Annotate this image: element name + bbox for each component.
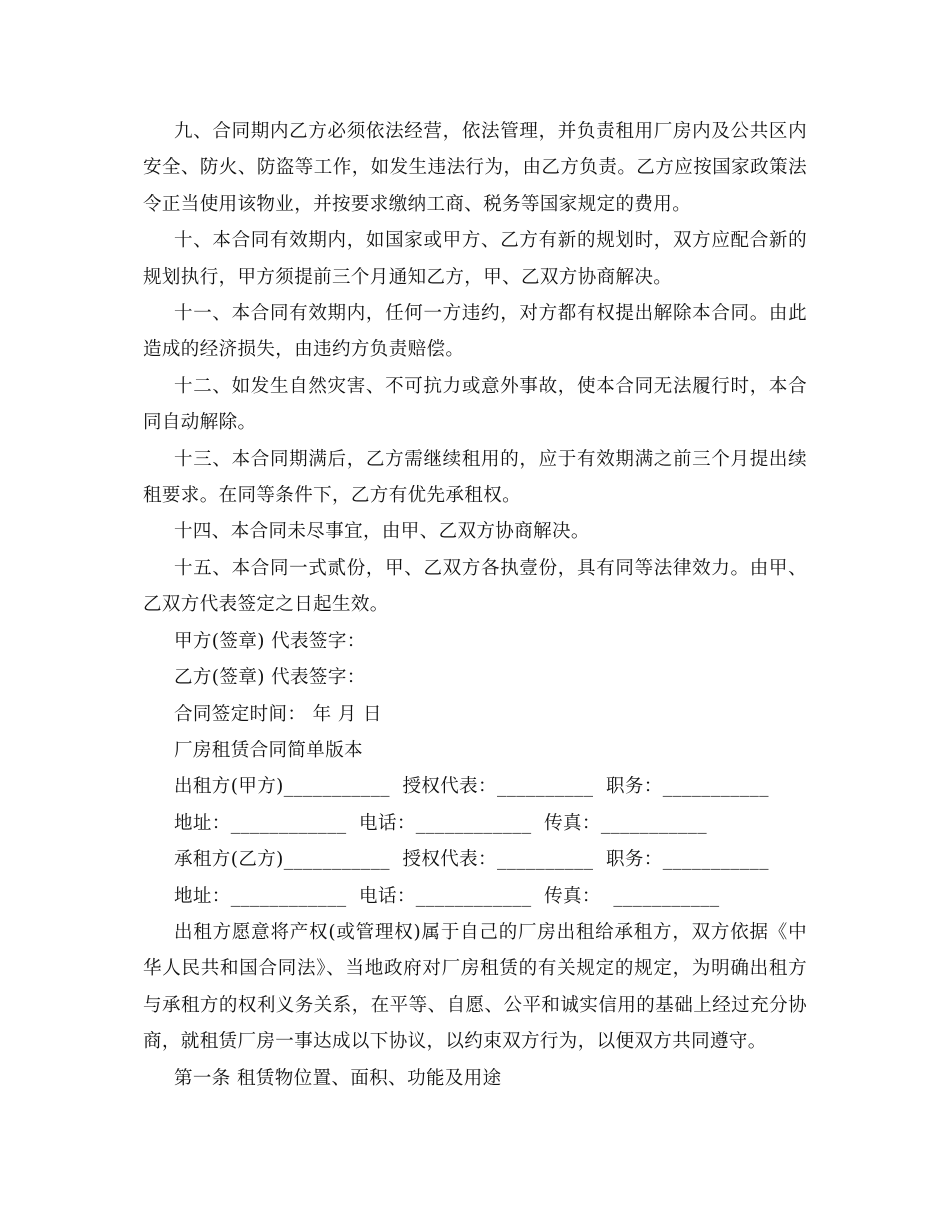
- lessor-contact-line: 地址：____________ 电话：____________ 传真：___________: [174, 812, 707, 834]
- clause-9: 九、合同期内乙方必须依法经营，依法管理，并负责租用厂房内及公共区内安全、防火、防盗等工作，如发生违法行为，由乙方负责。乙方应按国家政策法令正当使用该物业，并按要求缴纳工商、税务等国家规定的费用。: [143, 121, 807, 215]
- lessee-contact-line: 地址：____________ 电话：____________ 传真： ___________: [174, 885, 720, 907]
- lessor-info-line: 出租方(甲方)___________ 授权代表：__________ 职务：___________: [174, 776, 769, 798]
- lessee-info-line: 承租方(乙方)___________ 授权代表：__________ 职务：___________: [174, 849, 769, 871]
- document-body: [143, 114, 807, 1097]
- clause-11: 十一、本合同有效期内，任何一方违约，对方都有权提出解除本合同。由此造成的经济损失，由违约方负责赔偿。: [143, 303, 807, 361]
- clause-14: 十四、本合同未尽事宜，由甲、乙双方协商解决。: [174, 521, 590, 543]
- clause-10: 十、本合同有效期内，如国家或甲方、乙方有新的规划时，双方应配合新的规划执行，甲方须提前三个月通知乙方，甲、乙双方协商解决。: [143, 230, 807, 288]
- party-a-signature-line: 甲方(签章) 代表签字：: [174, 630, 366, 652]
- signing-date-line: 合同签定时间： 年 月 日: [174, 703, 382, 725]
- contract-preamble: 出租方愿意将产权(或管理权)属于自己的厂房出租给承租方，双方依据《中华人民共和国合同法》、当地政府对厂房租赁的有关规定的规定，为明确出租方与承租方的权利义务关系，在平等、自愿、公平和诚实信用的基础上经过充分协商，就租赁厂房一事达成以下协议，以约束双方行为，以便双方共同遵守。: [143, 921, 807, 1053]
- clause-15: 十五、本合同一式贰份，甲、乙双方各执壹份，具有同等法律效力。由甲、乙双方代表签定之日起生效。: [143, 557, 807, 616]
- clause-12: 十二、如发生自然灾害、不可抗力或意外事故，使本合同无法履行时，本合同自动解除。: [143, 375, 807, 434]
- second-contract-title: 厂房租赁合同简单版本: [174, 739, 364, 761]
- article-1-heading: 第一条 租赁物位置、面积、功能及用途: [174, 1067, 502, 1089]
- party-b-signature-line: 乙方(签章) 代表签字：: [174, 667, 366, 689]
- clause-13: 十三、本合同期满后，乙方需继续租用的，应于有效期满之前三个月提出续租要求。在同等条件下，乙方有优先承租权。: [143, 448, 807, 507]
